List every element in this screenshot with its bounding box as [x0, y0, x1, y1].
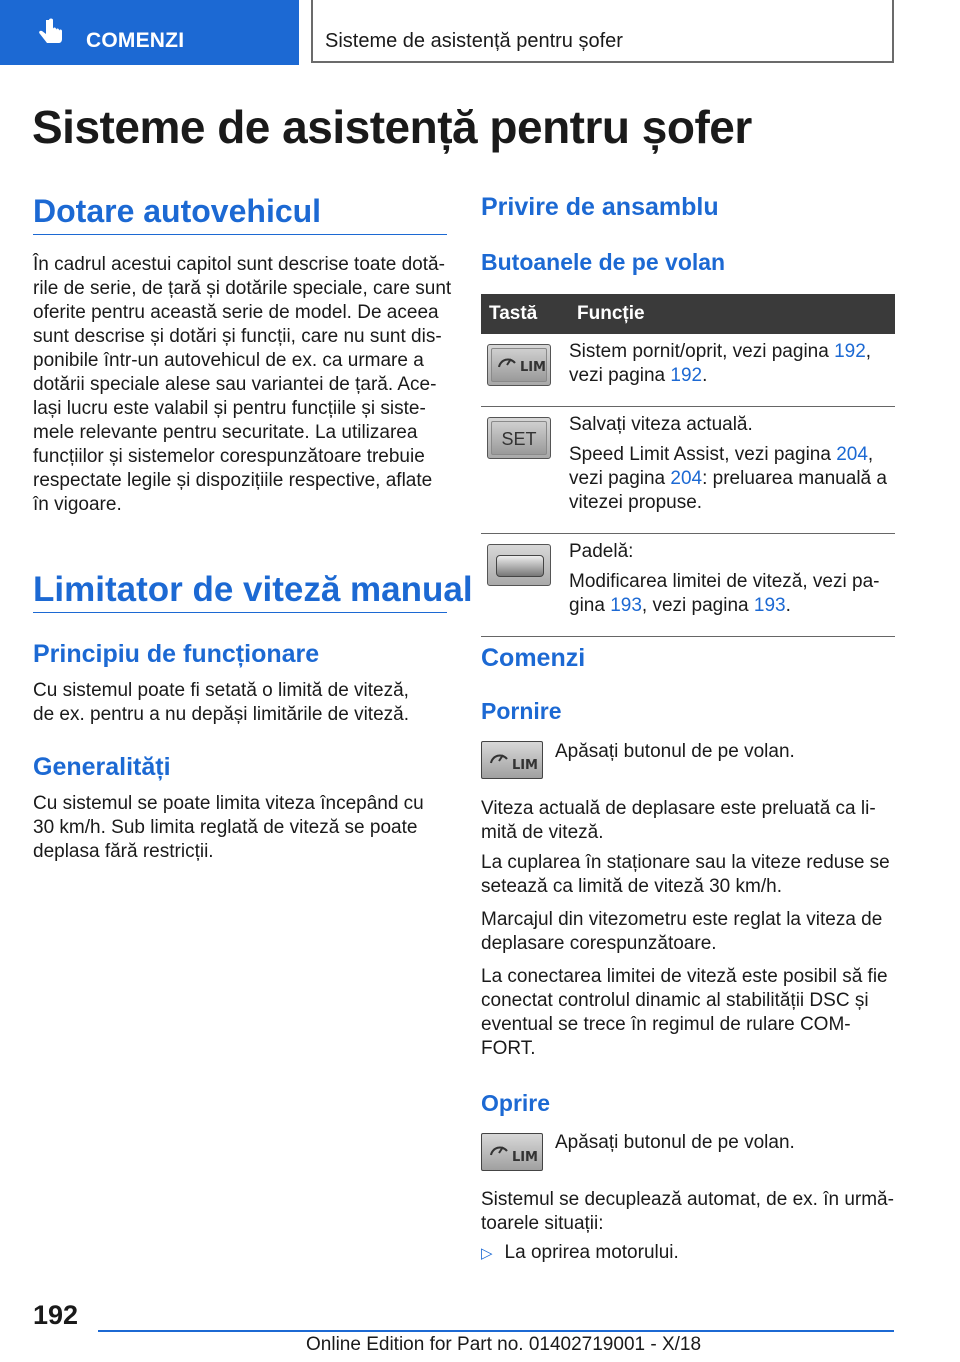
text-line: toarele situații:	[481, 1213, 604, 1234]
text-line: deplasa fără restricții.	[33, 841, 214, 862]
buttons-table	[481, 294, 895, 637]
heading-comenzi: Comenzi	[481, 644, 586, 672]
marcaj-paragraph	[481, 908, 882, 956]
heading-dotare: Dotare autovehicul	[33, 193, 322, 229]
page-number: 192	[33, 1300, 79, 1330]
text-line: rile de serie, de țară și dotările speciale, care sunt	[33, 278, 452, 299]
text-span: gina	[569, 595, 611, 616]
text-span: ,	[865, 341, 872, 362]
table-row	[481, 334, 895, 407]
text-span: : preluarea manuală a	[702, 468, 887, 489]
text-span: .	[785, 595, 791, 616]
table-row	[481, 407, 895, 534]
breadcrumb: Sisteme de asistență pentru șofer	[325, 30, 623, 52]
page-link[interactable]: 204	[670, 468, 703, 489]
lim-button-icon	[481, 741, 543, 779]
pointing-hand-icon	[34, 16, 68, 50]
key-label: LIM	[511, 758, 538, 773]
page-link[interactable]: 204	[836, 444, 868, 465]
table-header-row	[481, 294, 895, 334]
heading-oprire: Oprire	[481, 1090, 551, 1116]
footer-edition: Online Edition for Part no. 01402719001 - X/18	[306, 1334, 702, 1355]
text-line: eventual se trece în regimul de rulare COM-	[481, 1014, 851, 1035]
key-label: LIM	[519, 360, 546, 375]
text-line: ponibile într-un autovehicul de ex. ca urmare a	[33, 350, 424, 371]
text-line: Cu sistemul poate fi setată o limită de viteză,	[33, 680, 409, 701]
text-line: deplasare corespunzătoare.	[481, 933, 717, 954]
decuplare-paragraph	[481, 1188, 894, 1236]
text-line: Marcajul din vitezometru este reglat la viteza de	[481, 909, 883, 930]
lim-button-icon	[481, 1133, 543, 1171]
principiu-paragraph	[33, 679, 409, 727]
function-cell	[569, 407, 895, 534]
heading-generalitati: Generalități	[33, 753, 171, 781]
key-cell	[481, 534, 569, 637]
pornire-instruction: Apăsați butonul de pe volan.	[555, 741, 795, 762]
text-line: Cu sistemul se poate limita viteza începând cu	[33, 793, 424, 814]
text-line: oferite pentru această serie de model. De aceea	[33, 302, 439, 323]
text-line: În cadrul acestui capitol sunt descrise toate dotă-	[33, 254, 445, 275]
bullet-item	[481, 1242, 679, 1264]
bullet-text: La oprirea motorului.	[504, 1242, 679, 1263]
column-header-function: Funcție	[569, 294, 895, 334]
column-header-key: Tastă	[481, 294, 569, 334]
heading-principiu: Principiu de funcționare	[33, 640, 320, 668]
text-line: în vigoare.	[33, 494, 122, 515]
text-line: mele relevante pentru securitate. La utilizarea	[33, 422, 418, 443]
page-link[interactable]: 192	[834, 341, 866, 362]
heading-limitator: Limitator de viteză manual	[33, 570, 473, 609]
set-button-icon	[487, 417, 551, 459]
text-line: conectat controlul dinamic al stabilității DSC și	[481, 990, 869, 1011]
heading-pornire: Pornire	[481, 698, 562, 724]
text-span: vezi pagina	[569, 365, 671, 386]
text-span: .	[702, 365, 708, 386]
section-tab-label: COMENZI	[86, 29, 185, 52]
text-span: vezi pagina	[569, 468, 671, 489]
key-label: LIM	[511, 1150, 538, 1165]
key-label: SET	[501, 429, 537, 449]
page-title: Sisteme de asistență pentru șofer	[32, 101, 752, 153]
text-line: La cuplarea în staționare sau la viteze reduse se	[481, 852, 890, 873]
key-cell	[481, 334, 569, 407]
text-line: Salvați viteza actuală.	[569, 414, 753, 435]
text-span: Speed Limit Assist, vezi pagina	[569, 444, 837, 465]
text-span: Sistem pornit/oprit, vezi pagina	[569, 341, 835, 362]
heading-butoane: Butoanele de pe volan	[481, 249, 726, 275]
page-link[interactable]: 193	[753, 595, 786, 616]
text-line: FORT.	[481, 1038, 536, 1059]
page-link[interactable]: 192	[670, 365, 703, 386]
text-line: de ex. pentru a nu depăși limitările de viteză.	[33, 704, 409, 725]
text-line: sunt descrise și dotări și funcții, care nu sunt dis-	[33, 326, 442, 347]
dotare-paragraph	[33, 253, 451, 517]
text-line: Padelă:	[569, 541, 634, 562]
conectare-paragraph	[481, 965, 888, 1061]
text-line: La conectarea limitei de viteză este posibil să fie	[481, 966, 888, 987]
cuplare-paragraph	[481, 851, 890, 899]
text-span: ,	[867, 444, 874, 465]
section-tab[interactable]	[0, 0, 299, 65]
key-cell	[481, 407, 569, 534]
text-line: Sistemul se decuplează automat, de ex. în urmă-	[481, 1189, 894, 1210]
heading-rule	[33, 612, 447, 613]
text-line: respectate legile și dispozițiile respective, aflate	[33, 470, 433, 491]
text-line: mită de viteză.	[481, 822, 604, 843]
oprire-instruction: Apăsați butonul de pe volan.	[555, 1132, 795, 1153]
text-span: , vezi pagina	[641, 595, 754, 616]
text-line: funcțiilor și sistemelor corespunzătoare trebuie	[33, 446, 425, 467]
paddle-icon	[487, 544, 551, 586]
pornire-paragraph	[481, 797, 876, 845]
text-span: Modificarea limitei de viteză, vezi pa-	[569, 571, 880, 592]
table-row	[481, 534, 895, 637]
text-line: setează ca limită de viteză 30 km/h.	[481, 876, 782, 897]
text-line: lași lucru este valabil și pentru funcțiile și siste-	[33, 398, 426, 419]
generalitati-paragraph	[33, 792, 424, 864]
text-line: dotării speciale alese sau variantei de țară. Ace-	[33, 374, 437, 395]
page-link[interactable]: 193	[610, 595, 642, 616]
lim-button-icon	[487, 344, 551, 386]
text-line: 30 km/h. Sub limita reglată de viteză se poate	[33, 817, 418, 838]
triangle-bullet-icon: ▷	[481, 1245, 493, 1262]
text-span: vitezei propuse.	[569, 492, 703, 513]
text-line: Viteza actuală de deplasare este preluată ca li-	[481, 798, 876, 819]
function-cell	[569, 334, 895, 407]
function-cell	[569, 534, 895, 637]
heading-privire: Privire de ansamblu	[481, 193, 719, 221]
footer-rule	[98, 1330, 894, 1332]
heading-rule	[33, 234, 447, 235]
